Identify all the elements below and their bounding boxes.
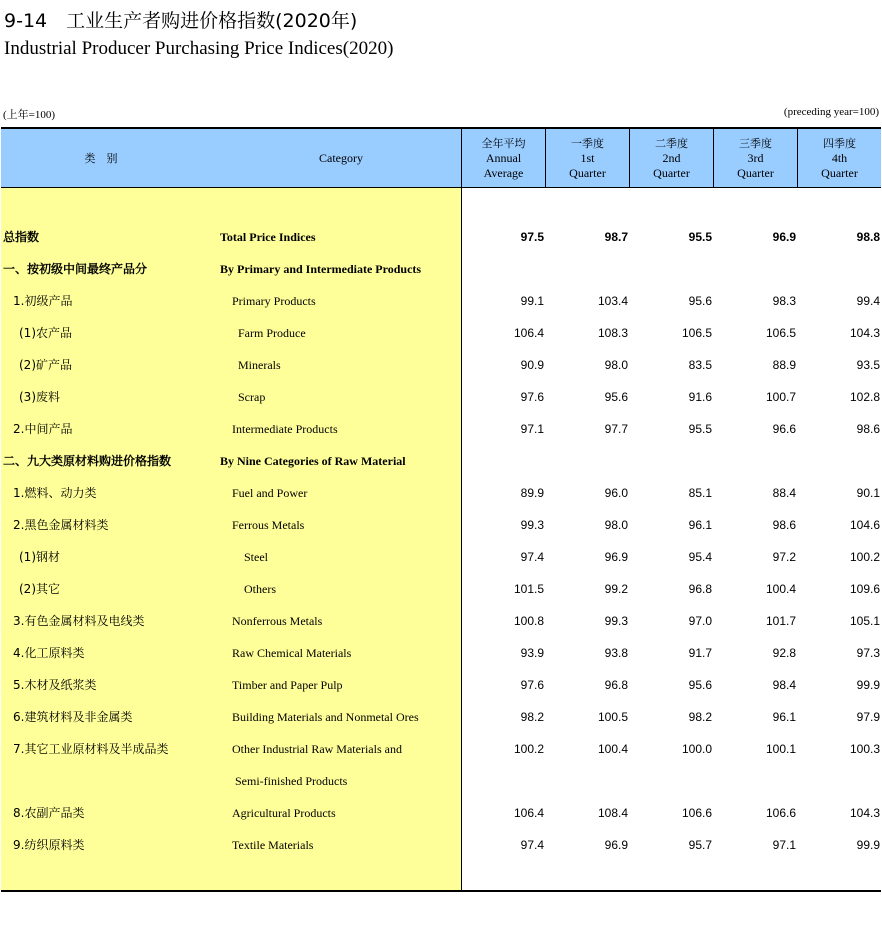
header-col-q1: [546, 129, 629, 187]
row-value: 98.0: [604, 518, 628, 532]
row-value: 106.6: [765, 806, 796, 820]
row-category-cn: (3)废料: [19, 390, 60, 404]
row-value: 99.1: [520, 294, 544, 308]
row-category-cn: 4.化工原料类: [13, 646, 85, 660]
header-category-en-label: Category: [319, 150, 363, 165]
row-value: 98.3: [772, 294, 796, 308]
row-category-cn: 总指数: [3, 230, 40, 244]
row-value: 97.5: [520, 230, 544, 244]
row-value: 96.9: [604, 550, 628, 564]
row-category-en: Minerals: [238, 358, 281, 372]
header-col-q2-en1: 2nd: [662, 150, 681, 165]
header-col-q4: [798, 129, 881, 187]
table-row: [1, 221, 881, 253]
row-value: 101.7: [765, 614, 796, 628]
row-value: 91.7: [688, 646, 712, 660]
row-value: 100.3: [849, 742, 880, 756]
row-value: 100.0: [681, 742, 712, 756]
row-value: 96.6: [772, 422, 796, 436]
row-value: 88.4: [772, 486, 796, 500]
row-value: 96.8: [688, 582, 712, 596]
row-value: 95.5: [688, 230, 712, 244]
row-value: 104.3: [849, 806, 880, 820]
row-category-cn: (2)矿产品: [19, 358, 72, 372]
row-value: 97.4: [520, 838, 544, 852]
row-value: 105.1: [849, 614, 880, 628]
row-value: 95.5: [688, 422, 712, 436]
row-value: 97.2: [772, 550, 796, 564]
row-value: 96.1: [688, 518, 712, 532]
row-value: 93.8: [604, 646, 628, 660]
header-col-q1-en2: Quarter: [569, 165, 606, 180]
row-value: 97.9: [856, 710, 880, 724]
table-row: [1, 381, 881, 413]
row-value: 93.5: [856, 358, 880, 372]
row-value: 109.6: [849, 582, 880, 596]
row-category-en: Semi-finished Products: [235, 774, 348, 788]
table-row: [1, 829, 881, 861]
row-category-cn: 7.其它工业原材料及半成品类: [13, 742, 169, 756]
row-value: 97.4: [520, 550, 544, 564]
row-value: 108.4: [597, 806, 628, 820]
row-value: 96.1: [772, 710, 796, 724]
row-value: 97.7: [604, 422, 628, 436]
row-value: 99.3: [520, 518, 544, 532]
table-row: [1, 797, 881, 829]
row-value: 93.9: [520, 646, 544, 660]
table-row: [1, 765, 881, 797]
row-category-cn: 2.中间产品: [13, 422, 73, 436]
row-category-en: Fuel and Power: [232, 486, 308, 500]
row-value: 99.9: [856, 838, 880, 852]
row-value: 97.1: [772, 838, 796, 852]
row-category-cn: 一、按初级中间最终产品分: [3, 262, 148, 276]
page-title-cn: 9-14 工业生产者购进价格指数(2020年): [4, 10, 358, 32]
row-category-en: By Primary and Intermediate Products: [220, 262, 422, 276]
row-value: 108.3: [597, 326, 628, 340]
unit-note-cn: (上年=100): [3, 109, 56, 121]
row-category-en: Timber and Paper Pulp: [232, 678, 343, 692]
row-value: 97.6: [520, 390, 544, 404]
row-category-en: Nonferrous Metals: [232, 614, 323, 628]
row-value: 104.6: [849, 518, 880, 532]
row-value: 104.3: [849, 326, 880, 340]
row-category-cn: 8.农副产品类: [13, 806, 85, 820]
row-value: 100.2: [513, 742, 544, 756]
table-row: [1, 509, 881, 541]
row-category-cn: 6.建筑材料及非金属类: [13, 710, 133, 724]
row-category-cn: 二、九大类原材料购进价格指数: [3, 454, 172, 468]
row-value: 100.2: [849, 550, 880, 564]
row-value: 95.6: [604, 390, 628, 404]
row-value: 97.3: [856, 646, 880, 660]
row-value: 97.0: [688, 614, 712, 628]
row-category-en: Scrap: [238, 390, 266, 404]
header-col-q2-cn: 二季度: [655, 136, 688, 150]
row-value: 98.8: [856, 230, 880, 244]
row-value: 95.7: [688, 838, 712, 852]
header-category-cn: [1, 129, 201, 187]
header-category-cn-label: 类 别: [84, 151, 118, 165]
header-col-annual-en2: Average: [483, 165, 524, 180]
table-row: [1, 477, 881, 509]
header-col-q2: [630, 129, 713, 187]
row-category-en: By Nine Categories of Raw Material: [220, 454, 406, 468]
row-value: 98.6: [856, 422, 880, 436]
row-value: 106.5: [681, 326, 712, 340]
row-value: 90.1: [856, 486, 880, 500]
row-category-cn: (2)其它: [19, 582, 60, 596]
row-value: 90.9: [520, 358, 544, 372]
table-row: [1, 285, 881, 317]
row-category-en: Others: [244, 582, 276, 596]
row-value: 106.4: [513, 806, 544, 820]
table-row: [1, 637, 881, 669]
header-col-annual-en1: Annual: [485, 150, 522, 165]
table-row: [1, 541, 881, 573]
table-row: [1, 733, 881, 765]
row-value: 102.8: [849, 390, 880, 404]
row-category-cn: (1)农产品: [19, 326, 72, 340]
row-category-en: Total Price Indices: [220, 230, 316, 244]
row-value: 100.1: [765, 742, 796, 756]
header-col-q3-cn: 三季度: [739, 136, 772, 150]
row-value: 96.0: [604, 486, 628, 500]
row-value: 100.8: [513, 614, 544, 628]
table-row: [1, 669, 881, 701]
row-value: 97.6: [520, 678, 544, 692]
unit-note-en: (preceding year=100): [783, 106, 879, 118]
table-row: [1, 445, 881, 477]
row-value: 106.6: [681, 806, 712, 820]
row-value: 100.7: [765, 390, 796, 404]
row-value: 100.4: [597, 742, 628, 756]
header-col-q3-en2: Quarter: [737, 165, 774, 180]
row-value: 106.5: [765, 326, 796, 340]
page-title-en: Industrial Producer Purchasing Price Indices(2020): [4, 38, 394, 59]
row-category-en: Raw Chemical Materials: [232, 646, 352, 660]
header-col-q3-en1: 3rd: [747, 150, 764, 165]
row-category-cn: 1.燃料、动力类: [13, 486, 97, 500]
row-value: 106.4: [513, 326, 544, 340]
row-category-en: Agricultural Products: [232, 806, 336, 820]
row-value: 101.5: [513, 582, 544, 596]
row-category-en: Steel: [244, 550, 268, 564]
row-value: 96.8: [604, 678, 628, 692]
row-category-cn: 9.纺织原料类: [13, 838, 85, 852]
table-row: [1, 253, 881, 285]
table-row: [1, 701, 881, 733]
table-bottom-rule: [1, 890, 881, 892]
row-value: 100.5: [597, 710, 628, 724]
row-value: 95.6: [688, 294, 712, 308]
header-col-q4-en1: 4th: [831, 150, 848, 165]
row-value: 85.1: [688, 486, 712, 500]
row-value: 96.9: [772, 230, 796, 244]
row-value: 99.4: [856, 294, 880, 308]
row-value: 83.5: [688, 358, 712, 372]
header-col-q2-en2: Quarter: [653, 165, 690, 180]
header-col-annual: [462, 129, 545, 187]
table-row: [1, 317, 881, 349]
row-category-cn: 3.有色金属材料及电线类: [13, 614, 145, 628]
row-value: 89.9: [520, 486, 544, 500]
row-value: 98.6: [772, 518, 796, 532]
header-col-q1-en1: 1st: [580, 150, 595, 165]
header-category-en: [241, 129, 441, 187]
row-value: 98.4: [772, 678, 796, 692]
row-category-cn: 1.初级产品: [13, 294, 73, 308]
row-value: 95.4: [688, 550, 712, 564]
row-value: 98.2: [688, 710, 712, 724]
row-category-cn: 2.黑色金属材料类: [13, 518, 109, 532]
row-category-cn: (1)钢材: [19, 550, 60, 564]
row-value: 98.7: [604, 230, 628, 244]
row-value: 99.3: [604, 614, 628, 628]
row-value: 96.9: [604, 838, 628, 852]
row-value: 91.6: [688, 390, 712, 404]
header-col-q3: [714, 129, 797, 187]
row-category-en: Farm Produce: [238, 326, 306, 340]
row-value: 92.8: [772, 646, 796, 660]
table-row: [1, 413, 881, 445]
table-header: [1, 129, 881, 187]
row-category-en: Primary Products: [232, 294, 316, 308]
row-category-en: Building Materials and Nonmetal Ores: [232, 710, 419, 724]
row-category-en: Ferrous Metals: [232, 518, 305, 532]
row-value: 95.6: [688, 678, 712, 692]
row-value: 98.0: [604, 358, 628, 372]
row-value: 99.9: [856, 678, 880, 692]
header-col-annual-cn: 全年平均: [481, 136, 526, 150]
row-category-en: Textile Materials: [232, 838, 314, 852]
row-value: 103.4: [597, 294, 628, 308]
row-value: 98.2: [520, 710, 544, 724]
table-row: [1, 573, 881, 605]
header-col-q4-cn: 四季度: [823, 136, 856, 150]
table-row: [1, 349, 881, 381]
row-category-en: Intermediate Products: [232, 422, 338, 436]
header-col-q1-cn: 一季度: [571, 136, 604, 150]
row-value: 100.4: [765, 582, 796, 596]
table-row: [1, 605, 881, 637]
row-category-en: Other Industrial Raw Materials and: [232, 742, 402, 756]
row-value: 99.2: [604, 582, 628, 596]
header-col-q4-en2: Quarter: [821, 165, 858, 180]
row-value: 97.1: [520, 422, 544, 436]
row-value: 88.9: [772, 358, 796, 372]
row-category-cn: 5.木材及纸浆类: [13, 678, 97, 692]
